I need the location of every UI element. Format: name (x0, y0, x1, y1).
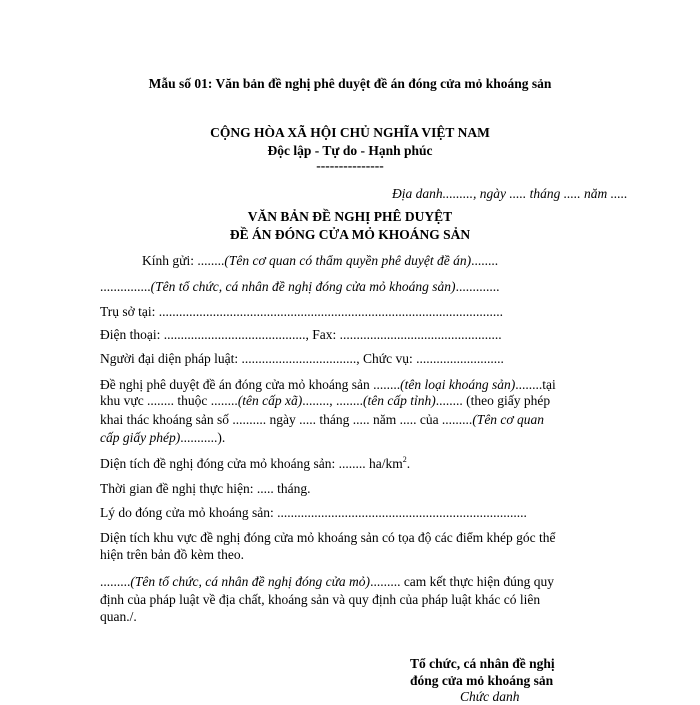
header-rule: --------------- (316, 158, 384, 173)
commitment-line-1 (100, 574, 554, 590)
request-text: ........, ........ (302, 393, 364, 408)
request-line-2 (100, 393, 550, 409)
motto: Độc lập - Tự do - Hạnh phúc (267, 143, 433, 158)
duration-line: Thời gian đề nghị thực hiện: ..... tháng. (100, 481, 311, 496)
area-line (100, 456, 410, 472)
title-line-2: ĐỀ ÁN ĐÓNG CỬA MỎ KHOÁNG SẢN (229, 227, 471, 242)
request-line-4 (100, 430, 225, 446)
commitment-line-3: quan./. (100, 609, 137, 624)
signature-line-1: Tổ chức, cá nhân đề nghị (410, 656, 555, 671)
signature-line-2: đóng cửa mỏ khoáng sản (410, 673, 554, 688)
country-name: CỘNG HÒA XÃ HỘI CHỦ NGHĨA VIỆT NAM (210, 125, 490, 140)
commitment-text: ......... (100, 574, 131, 589)
area-superscript: 2 (402, 455, 407, 464)
request-text: Đề nghị phê duyệt đề án đóng cửa mỏ khoáng sản ........ (100, 377, 401, 392)
request-text: ...........). (180, 430, 226, 445)
recipient-placeholder: (Tên cơ quan có thẩm quyền phê duyệt đề án) (224, 253, 472, 268)
request-text: khu vực ........ thuộc ........ (100, 393, 238, 408)
recipient-label: Kính gửi: ........ (142, 253, 225, 268)
applicant-placeholder: (Tên tổ chức, cá nhân đề nghị đóng cửa mỏ) (130, 574, 371, 589)
recipient-line (142, 253, 498, 269)
request-text: ........tại (515, 377, 556, 392)
form-label: Mẫu số 01: Văn bản đề nghị phê duyệt đề án đóng cửa mỏ khoáng sản (148, 76, 552, 91)
request-line-1 (100, 377, 556, 393)
province-placeholder: (tên cấp tỉnh) (363, 393, 436, 408)
applicant-line (100, 279, 499, 295)
reason-line: Lý do đóng cửa mỏ khoáng sản: .......................................................................... (100, 505, 527, 520)
representative-line: Người đại diện pháp luật: .................................., Chức vụ: .......................... (100, 351, 504, 366)
applicant-tail: ............. (455, 279, 500, 294)
address-line: Trụ sở tại: ...................................................................................................... (100, 304, 504, 319)
issuer-placeholder-end: cấp giấy phép) (100, 430, 181, 445)
map-line-1: Diện tích khu vực đề nghị đóng cửa mỏ khoáng sản có tọa độ các điểm khép góc thể (100, 530, 556, 545)
area-end: . (406, 456, 411, 471)
commitment-text: ......... cam kết thực hiện đúng quy (370, 574, 554, 589)
request-text: ........ (theo giấy phép (435, 393, 551, 408)
title-line-1: VĂN BẢN ĐỀ NGHỊ PHÊ DUYỆT (247, 209, 453, 224)
commitment-line-2: định của pháp luật về địa chất, khoáng sản và quy định của pháp luật khác có liên (100, 592, 541, 607)
map-line-2: hiện trên bản đồ kèm theo. (100, 547, 244, 562)
request-line-3 (100, 412, 544, 428)
phone-fax-line: Điện thoại: .........................................., Fax: ................................................ (100, 327, 502, 342)
applicant-placeholder: (Tên tổ chức, cá nhân đề nghị đóng cửa mỏ khoáng sản) (150, 279, 456, 294)
applicant-lead: ............... (100, 279, 151, 294)
area-text: Diện tích đề nghị đóng cửa mỏ khoáng sản: ........ ha/km (100, 456, 403, 471)
recipient-tail: ........ (471, 253, 499, 268)
place-date: Địa danh........., ngày ..... tháng ..... năm ..... (392, 186, 628, 201)
issuer-placeholder: (Tên cơ quan (472, 412, 545, 427)
commune-placeholder: (tên cấp xã) (237, 393, 303, 408)
mineral-type-placeholder: (tên loại khoáng sản) (400, 377, 516, 392)
request-text: khai thác khoáng sản số .......... ngày ..... tháng ..... năm ..... của ......... (100, 412, 473, 427)
signature-line-3: Chức danh (460, 689, 520, 704)
